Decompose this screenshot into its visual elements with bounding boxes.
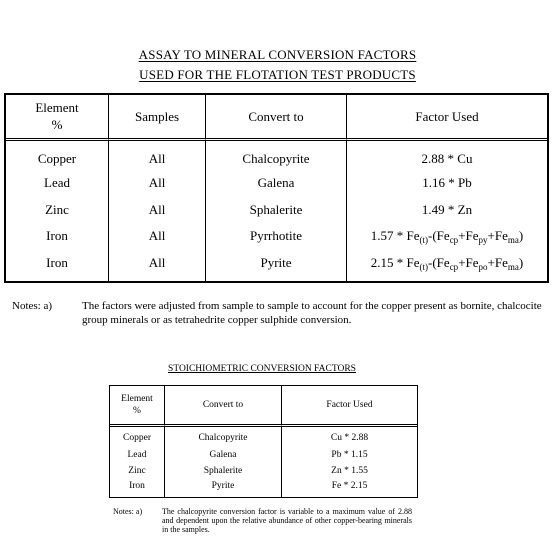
header-element: Element % (110, 386, 165, 427)
cell-samples: All (109, 228, 206, 254)
cell-convert-to: Pyrite (165, 481, 282, 497)
cell-element: Lead (110, 450, 165, 466)
header-samples: Samples (109, 95, 206, 141)
notes-text: The chalcopyrite conversion factor is variable to a maximum value of 2.88 and dependent upon the relative abundance of other copper-bearing minerals in the samples. (162, 507, 412, 534)
cell-element: Iron (6, 255, 109, 281)
header-factor-used: Factor Used (347, 95, 547, 141)
cell-element: Copper (110, 427, 165, 449)
cell-convert-to: Sphalerite (165, 466, 282, 482)
main-title-line-1: ASSAY TO MINERAL CONVERSION FACTORS (138, 47, 417, 62)
cell-convert-to: Galena (165, 450, 282, 466)
cell-factor-formula: $2.15 * Fe_{(t)}-(Fe_{cp}+Fe_{po}+Fe_{ma})$ (370, 254, 524, 272)
table-header-row (110, 386, 417, 427)
cell-factor: Zn * 1.55 (331, 465, 368, 476)
table-row (110, 481, 417, 497)
table-row (6, 255, 547, 281)
stoichiometric-table (109, 385, 418, 498)
cell-convert-to: Chalcopyrite (206, 141, 347, 176)
stoichiometric-title: STOICHIOMETRIC CONVERSION FACTORS (168, 364, 356, 374)
table-row (6, 175, 547, 201)
cell-samples: All (109, 175, 206, 201)
cell-element: Zinc (110, 466, 165, 482)
notes-text: The factors were adjusted from sample to sample to account for the copper present as bornite, chalcocite group minerals or as tetrahedrite copper sulphide conversion. (82, 300, 542, 326)
assay-conversion-table (4, 93, 549, 283)
cell-factor: Cu * 2.88 (330, 433, 369, 444)
cell-element: Copper (6, 141, 109, 176)
table-row (6, 141, 547, 176)
table-row (110, 427, 417, 449)
table-header-row (6, 95, 547, 141)
header-convert-to: Convert to (206, 95, 347, 141)
cell-factor: Fe * 2.15 (331, 481, 368, 492)
cell-factor-formula: $1.57 * Fe_{(t)}-(Fe_{cp}+Fe_{py}+Fe_{ma})$ (370, 228, 524, 246)
cell-samples: All (109, 202, 206, 228)
cell-element: Iron (110, 481, 165, 497)
notes-label: Notes: a) (113, 507, 143, 516)
cell-element: Zinc (6, 202, 109, 228)
header-convert-to: Convert to (165, 386, 282, 427)
cell-element: Lead (6, 175, 109, 201)
cell-samples: All (109, 255, 206, 281)
cell-factor: 1.16 * Pb (422, 175, 472, 191)
cell-convert-to: Pyrite (206, 255, 347, 281)
table-row (6, 202, 547, 228)
cell-convert-to: Galena (206, 175, 347, 201)
table-row (110, 466, 417, 482)
header-element: Element % (6, 95, 109, 141)
header-factor-used: Factor Used (282, 386, 417, 427)
cell-factor: Pb * 1.15 (331, 449, 368, 460)
cell-convert-to: Pyrrhotite (206, 228, 347, 254)
cell-element: Iron (6, 228, 109, 254)
cell-convert-to: Chalcopyrite (165, 427, 282, 449)
cell-convert-to: Sphalerite (206, 202, 347, 228)
cell-factor: 2.88 * Cu (421, 150, 473, 166)
table-row (110, 450, 417, 466)
cell-factor: 1.49 * Zn (421, 201, 473, 217)
cell-samples: All (109, 141, 206, 176)
main-title-line-2: USED FOR THE FLOTATION TEST PRODUCTS (139, 67, 416, 82)
notes-label: Notes: a) (12, 300, 53, 312)
table-row (6, 228, 547, 254)
